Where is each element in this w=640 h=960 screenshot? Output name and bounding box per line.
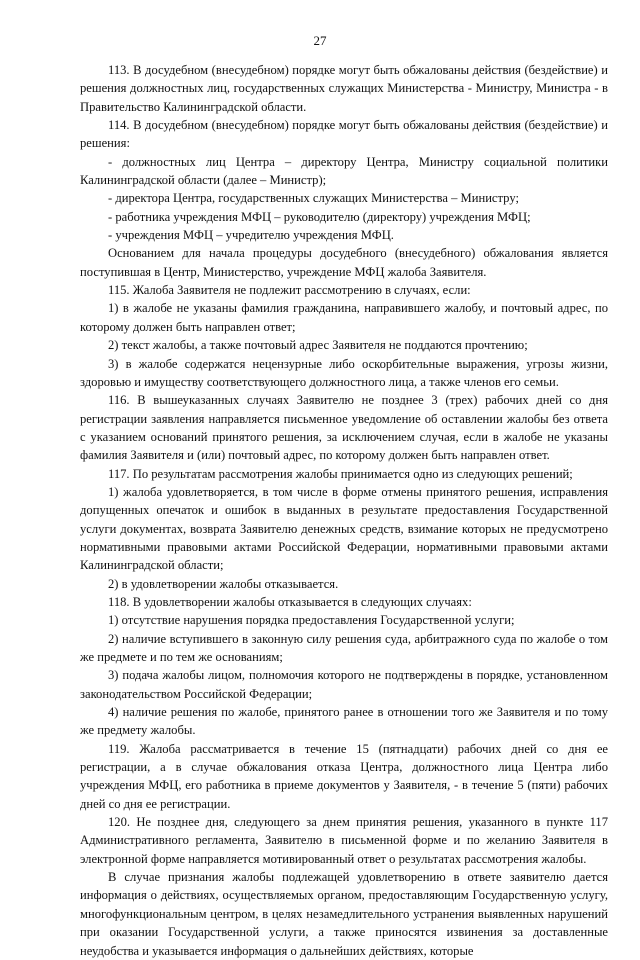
list-item-mfc: - учреждения МФЦ – учредителю учреждения МФЦ. [108,228,394,243]
list-item-118-2: 2) наличие вступившего в законную силу решения суда, арбитражного суда по жалобе о том же предмете и по тем же основаниям; [80,631,608,664]
list-item-115-3: 3) в жалобе содержатся нецензурные либо оскорбительные выражения, угрозы жизни, здоровью и имуществу соответствующего должностного лица, а также членов его семьи. [80,356,608,389]
page-number: 27 [313,33,327,48]
list-item-118-4: 4) наличие решения по жалобе, принятого ранее в отношении того же Заявителя и по тому же предмету жалобы. [80,705,608,738]
paragraph-114: 114. В досудебном (внесудебном) порядке могут быть обжалованы действия (бездействие) и решения: [80,118,608,151]
list-item-118-3: 3) подача жалобы лицом, полномочия которого не подтверждены в порядке, установленном законодательством Российской Федерации; [80,668,608,701]
paragraph-120: 120. Не позднее дня, следующего за днем принятия решения, указанного в пункте 117 Административного регламента, Заявителю в письменной форме и по желанию Заявителя в электронной форме направляется мотивированный ответ о результатах рассмотрения жалобы. [80,815,608,866]
list-item-115-2: 2) текст жалобы, а также почтовый адрес Заявителя не поддаются прочтению; [108,338,528,353]
list-item-115-1: 1) в жалобе не указаны фамилия гражданина, направившего жалобу, и почтовый адрес, по которому должен быть направлен ответ; [80,301,608,334]
paragraph-116: 116. В вышеуказанных случаях Заявителю не позднее 3 (трех) рабочих дней со дня регистрации заявления направляется письменное уведомление об оставлении жалобы без ответа с указанием оснований принятого решения, за исключением случая, если в жалобе не указаны фамилия Заявителя и (или) почтовый адрес, по которому должен быть направлен ответ. [80,393,608,463]
paragraph-117: 117. По результатам рассмотрения жалобы принимается одно из следующих решений; [108,466,573,481]
list-item-117-1: 1) жалоба удовлетворяется, в том числе в форме отмены принятого решения, исправления допущенных опечаток и ошибок в выданных в результате предоставления Государственной услуги документах, возврата Заявителю денежных средств, взимание которых не предусмотрено нормативными правовыми актами Российской Федерации, нормативными правовыми актами Калининградской области; [80,484,608,573]
paragraph-113: 113. В досудебном (внесудебном) порядке могут быть обжалованы действия (бездействие) и решения должностных лиц, государственных служащих Министерства - Министру, Министра - в Правительство Калининградской области. [80,63,608,114]
list-item-118-1: 1) отсутствие нарушения порядка предоставления Государственной услуги; [108,613,515,628]
paragraph-satisfaction: В случае признания жалобы подлежащей удовлетворению в ответе заявителю дается информация о действиях, осуществляемых органом, предоставляющим Государственную услугу, многофункциональным центром, в целях незамедлительного устранения выявленных нарушений при оказании Государственной услуги, а также приносятся извинения за доставленные неудобства и указывается информация о дальнейших действиях, которые [80,870,608,958]
paragraph-grounds: Основанием для начала процедуры досудебного (внесудебного) обжалования является поступившая в Центр, Министерство, учреждение МФЦ жалоба Заявителя. [80,246,608,279]
paragraph-115: 115. Жалоба Заявителя не подлежит рассмотрению в случаях, если: [108,283,471,298]
paragraph-118: 118. В удовлетворении жалобы отказывается в следующих случаях: [108,594,472,609]
paragraph-119: 119. Жалоба рассматривается в течение 15 (пятнадцати) рабочих дней со дня ее регистрации, а в случае обжалования отказа Центра, должностного лица Центра либо учреждения МФЦ, его работника в приеме документов у Заявителя, - в течение 5 (пяти) рабочих дней со дня ее регистрации. [80,741,608,811]
list-item-117-2: 2) в удовлетворении жалобы отказывается. [108,576,339,591]
list-item-center-director: - директора Центра, государственных служащих Министерства – Министру; [108,191,519,206]
document-body [80,61,608,960]
list-item-mfc-worker: - работника учреждения МФЦ – руководителю (директору) учреждения МФЦ; [108,209,531,224]
list-item-center-officials: - должностных лиц Центра – директору Центра, Министру социальной политики Калининградской области (далее – Министр); [80,154,608,188]
